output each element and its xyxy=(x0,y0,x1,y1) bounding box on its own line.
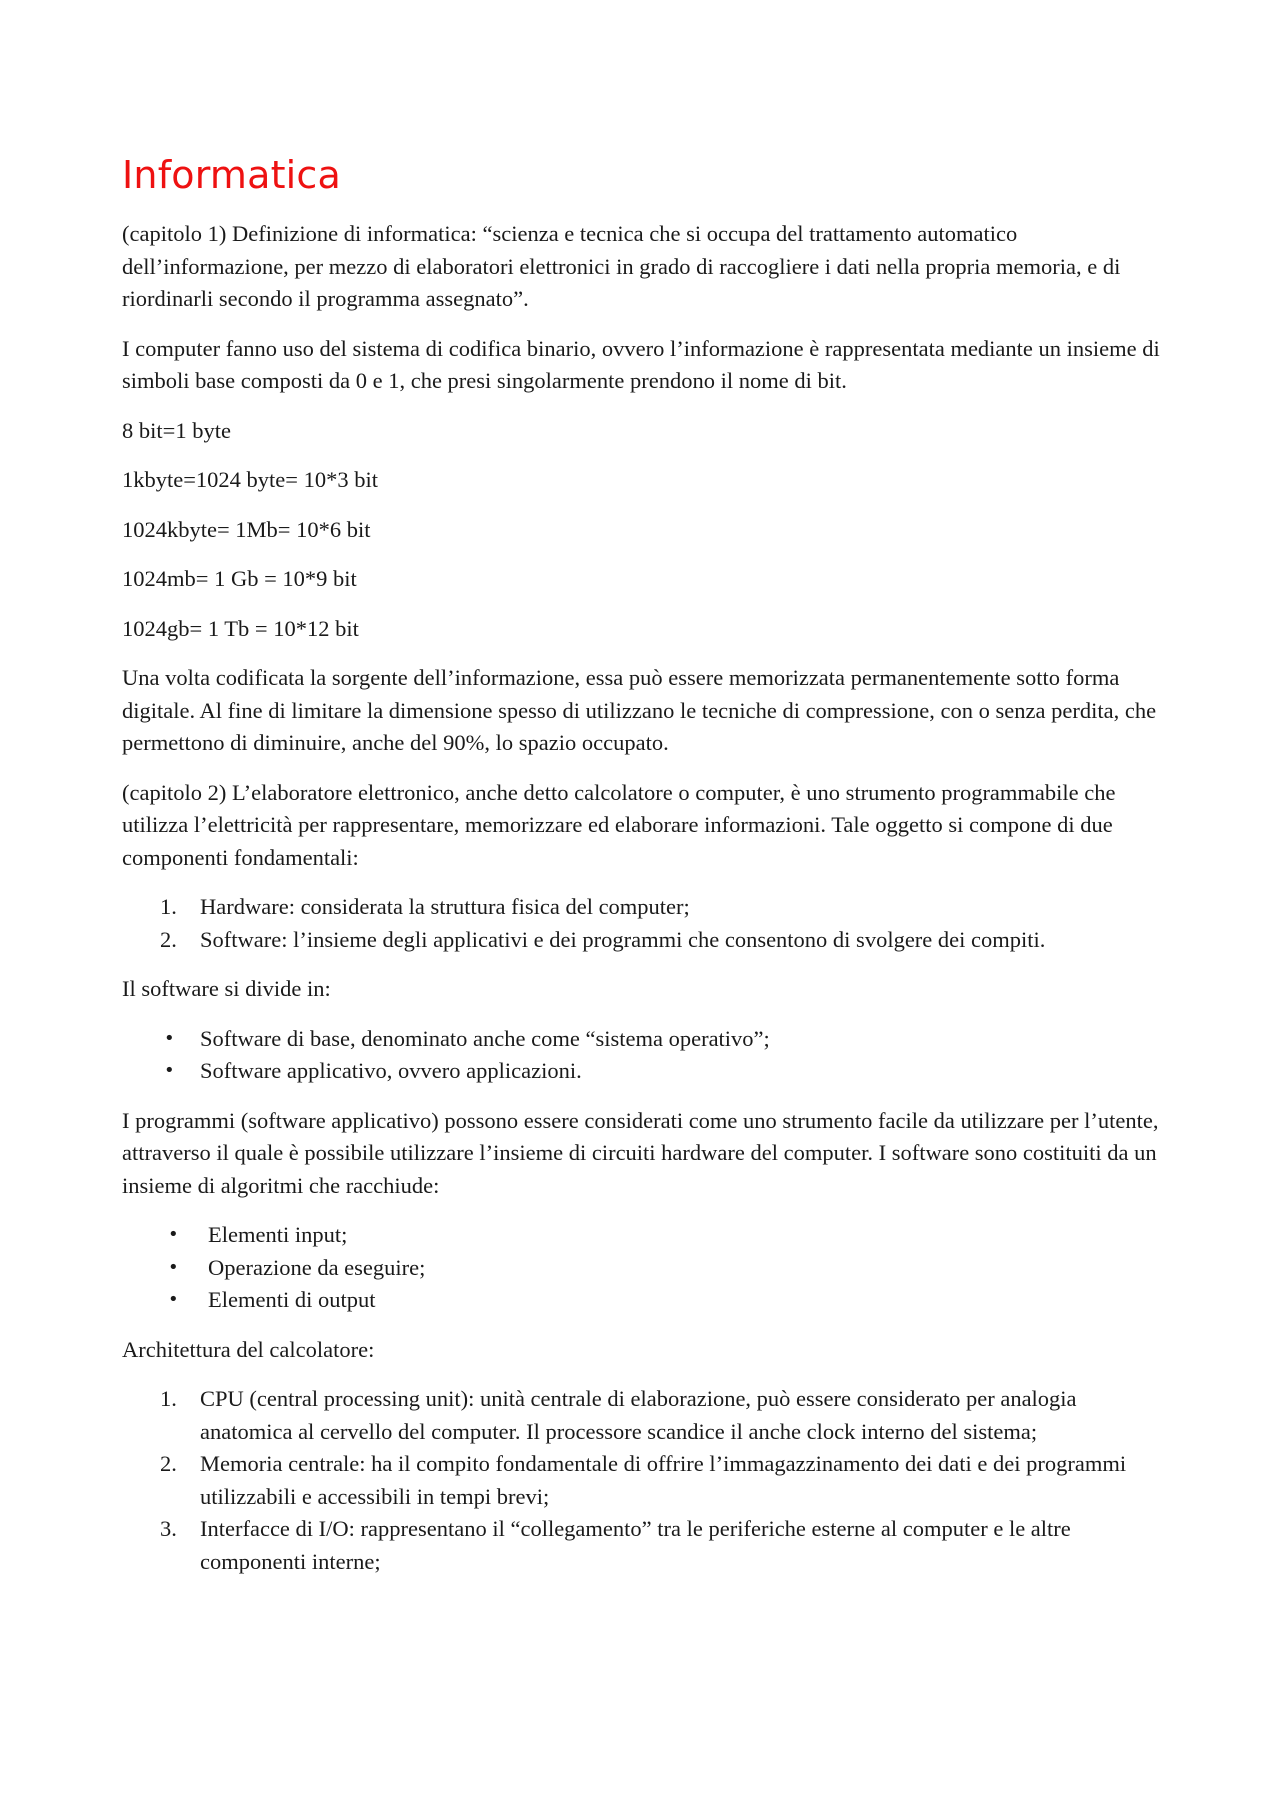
document-title: Informatica xyxy=(122,153,342,197)
list-item-text: Elementi di output xyxy=(208,1287,376,1312)
list-item-text: Hardware: considerata la struttura fisica del computer; xyxy=(200,894,690,919)
list-item-text: CPU (central processing unit): unità centrale di elaborazione, può essere considerato per analogia anatomica al cervello del computer. Il processore scandice il anche clock interno del sistema; xyxy=(200,1386,1077,1444)
list-number: 3. xyxy=(160,1516,177,1541)
list-item xyxy=(122,1219,1172,1252)
list-item xyxy=(122,1023,1172,1056)
architecture-list xyxy=(122,1383,1172,1578)
bullet-icon: • xyxy=(168,1289,179,1310)
list-item-text: Memoria centrale: ha il compito fondamentale di offrire l’immagazzinamento dei dati e dei programmi utilizzabili e accessibili in tempi brevi; xyxy=(200,1451,1127,1509)
list-item xyxy=(122,1055,1172,1088)
unit-line: 8 bit=1 byte xyxy=(122,417,231,443)
list-number: 2. xyxy=(160,1451,177,1476)
list-item-text: Elementi input; xyxy=(208,1222,348,1247)
bullet-icon: • xyxy=(168,1256,179,1278)
paragraph-chapter-2: (capitolo 2) L’elaboratore elettronico, anche detto calcolatore o computer, è uno strumento programmabile che utilizza l’elettricità per rappresentare, memorizzare ed elaborare informazioni. Tale oggetto si compone di due componenti fondamentali: xyxy=(122,779,1116,870)
bullet-icon: • xyxy=(164,1060,175,1081)
list-item xyxy=(122,1513,1172,1578)
list-number: 2. xyxy=(160,926,177,952)
list-item xyxy=(122,891,1172,924)
list-number: 1. xyxy=(160,1386,177,1411)
bullet-icon: • xyxy=(164,1027,175,1049)
list-item xyxy=(122,924,1172,957)
list-item xyxy=(122,1252,1172,1285)
list-item-text: Software: l’insieme degli applicativi e dei programmi che consentono di svolgere dei compiti. xyxy=(200,926,1046,952)
document-page xyxy=(122,150,1172,1595)
unit-line: 1024kbyte= 1Mb= 10*6 bit xyxy=(122,516,371,542)
bullet-icon: • xyxy=(168,1224,179,1245)
paragraph-architecture: Architettura del calcolatore: xyxy=(122,1336,375,1362)
paragraph-binary: I computer fanno uso del sistema di codifica binario, ovvero l’informazione è rappresentata mediante un insieme di simboli base composti da 0 e 1, che presi singolarmente prendono il nome di bit. xyxy=(122,335,1160,393)
components-list xyxy=(122,891,1172,956)
list-item xyxy=(122,1383,1172,1448)
unit-line: 1kbyte=1024 byte= 10*3 bit xyxy=(122,467,378,492)
software-types-list xyxy=(122,1023,1172,1088)
list-item xyxy=(122,1284,1172,1317)
list-item xyxy=(122,1448,1172,1513)
paragraph-definition: (capitolo 1) Definizione di informatica: “scienza e tecnica che si occupa del trattamento automatico dell’informazione, per mezzo di elaboratori elettronici in grado di raccogliere i dati nella propria memoria, e di riordinarli secondo il programma assegnato”. xyxy=(122,221,1121,311)
algorithm-elements-list xyxy=(122,1219,1172,1317)
list-number: 1. xyxy=(160,894,177,919)
list-item-text: Interfacce di I/O: rappresentano il “collegamento” tra le periferiche esterne al computer e le altre componenti interne; xyxy=(200,1516,1071,1574)
unit-line: 1024mb= 1 Gb = 10*9 bit xyxy=(122,566,357,591)
list-item-text: Operazione da eseguire; xyxy=(208,1254,426,1280)
paragraph-compression: Una volta codificata la sorgente dell’informazione, essa può essere memorizzata permanentemente sotto forma digitale. Al fine di limitare la dimensione spesso di utilizzano le tecniche di compressione, con o senza perdita, che permettono di diminuire, anche del 90%, lo spazio occupato. xyxy=(122,665,1157,755)
list-item-text: Software di base, denominato anche come “sistema operativo”; xyxy=(200,1025,770,1051)
paragraph-programs: I programmi (software applicativo) possono essere considerati come uno strumento facile da utilizzare per l’utente, attraverso il quale è possibile utilizzare l’insieme di circuiti hardware del computer. I software sono costituiti da un insieme di algoritmi che racchiude: xyxy=(122,1107,1159,1198)
unit-line: 1024gb= 1 Tb = 10*12 bit xyxy=(122,615,359,641)
paragraph-software-divides: Il software si divide in: xyxy=(122,976,331,1001)
list-item-text: Software applicativo, ovvero applicazioni. xyxy=(200,1058,582,1083)
